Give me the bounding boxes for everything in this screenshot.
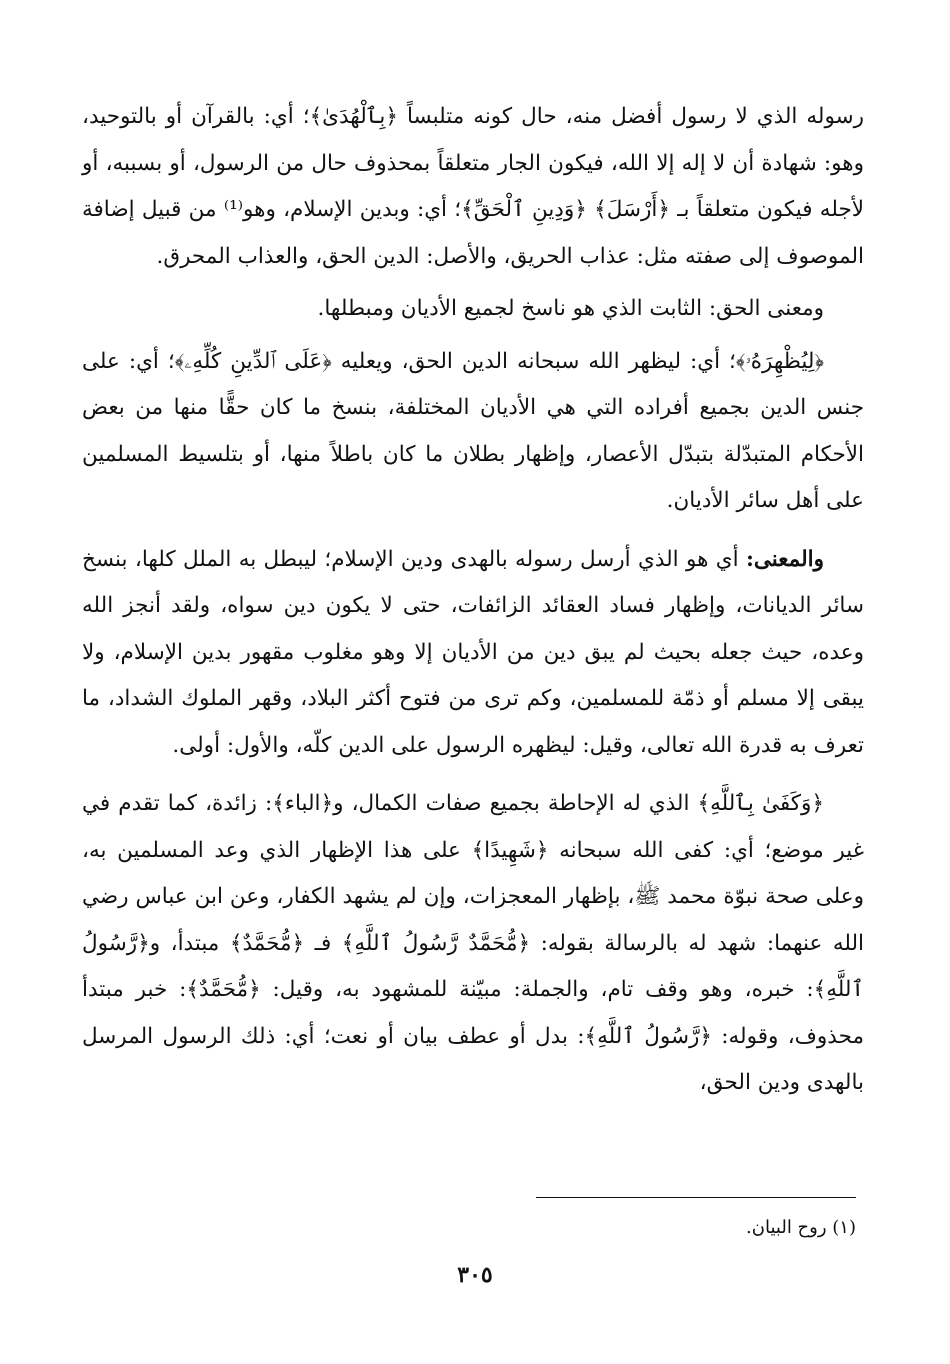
main-text [82, 94, 864, 1107]
paragraph-2: ومعنى الحق: الثابت الذي هو ناسخ لجميع الأديان ومبطلها. [317, 296, 824, 321]
paragraph-3: ﴿لِيُظْهِرَهُۥ﴾؛ أي: ليظهر الله سبحانه الدين الحق، ويعليه ﴿عَلَى ٱلدِّينِ كُلِّهِۦ﴾؛ أي: على جنس الدين بجميع أفراده التي هي الأديان المختلفة، بنسخ ما كان حقًّا منها من بعض الأحكام المتبدّلة بتبدّل الأعصار، وإظهار بطلان ما كان باطلاً منها، أو بتلسيط المسلمين على أهل سائر الأديان. [82, 348, 864, 513]
paragraph-4-lead: والمعنى: [745, 546, 824, 572]
paragraph-4-text: أي هو الذي أرسل رسوله بالهدى ودين الإسلام؛ ليبطل به الملل كلها، بنسخ سائر الديانات، وإظهار فساد العقائد الزائفات، حتى لا يكون دين سواه، ولقد أنجز الله وعده، حيث جعله بحيث لم يبق دين من الأديان إلا وهو مغلوب مقهور بدين الإسلام، ولا يبقى إلا مسلم أو ذمّة للمسلمين، وكم ترى من فتوح أكثر البلاد، وقهر الملوك الشداد، ما تعرف به قدرة الله تعالى، وقيل: ليظهره الرسول على الدين كلّه، والأول: أولى. [82, 546, 864, 758]
footnote-separator [536, 1197, 856, 1198]
paragraph-4 [82, 537, 864, 770]
page-number: ٣٠٥ [457, 1262, 493, 1288]
paragraph-5: ﴿وَكَفَىٰ بِٱللَّهِ﴾ الذي له الإحاطة بجميع صفات الكمال، و﴿الباء﴾: زائدة، كما تقدم في غير موضع؛ أي: كفى الله سبحانه ﴿شَهِيدًا﴾ على هذا الإظهار الذي وعد المسلمين به، وعلى صحة نبوّة محمد ﷺ، بإظهار المعجزات، وإن لم يشهد الكفار، وعن ابن عباس رضي الله عنهما: شهد له بالرسالة بقوله: ﴿مُّحَمَّدٌ رَّسُولُ ٱللَّهِ﴾ فـ ﴿مُّحَمَّدٌ﴾ مبتدأ، و﴿رَّسُولُ ٱللَّهِ﴾: خبره، وهو وقف تام، والجملة: مبيّنة للمشهود به، وقيل: ﴿مُّحَمَّدٌ﴾: خبر مبتدأ محذوف، وقوله: ﴿رَّسُولُ ٱللَّهِ﴾: بدل أو عطف بيان أو نعت؛ أي: ذلك الرسول المرسل بالهدى ودين الحق، [82, 791, 864, 1095]
paragraph-1: رسوله الذي لا رسول أفضل منه، حال كونه متلبساً ﴿بِٱلْهُدَىٰ﴾؛ أي: بالقرآن أو بالتوحيد، وهو: شهادة أن لا إله إلا الله، فيكون الجار متعلقاً بمحذوف حال من الرسول، أو بسببه، أو لأجله فيكون متعلقاً بـ ﴿أَرْسَلَ﴾ ﴿وَدِينِ ٱلْحَقِّ﴾؛ أي: وبدين الإسلام، وهو⁽¹⁾ من قبيل إضافة الموصوف إلى صفته مثل: عذاب الحريق، والأصل: الدين الحق، والعذاب المحرق. [82, 104, 865, 269]
footnote: (١) روح البيان. [746, 1217, 856, 1238]
